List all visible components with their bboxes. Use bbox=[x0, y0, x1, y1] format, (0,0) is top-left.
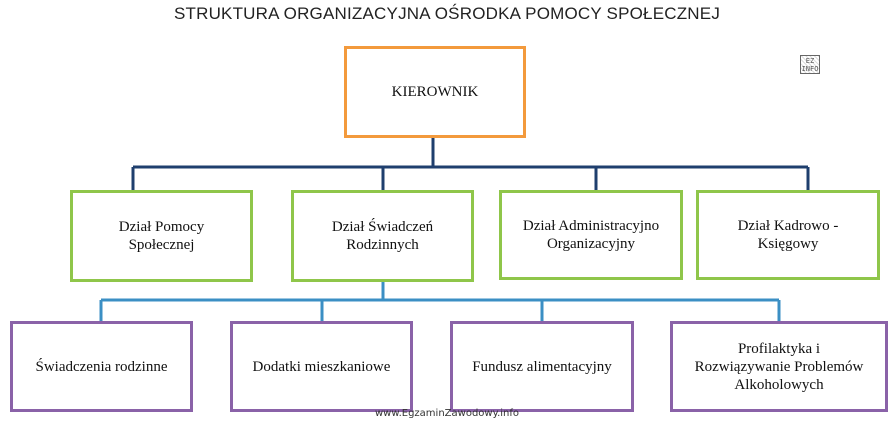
sub-unit-label-2: Dodatki mieszkaniowe bbox=[252, 358, 391, 375]
sub-unit-label-4: Profilaktyka i Rozwiązywanie Problemów Alkoholowych bbox=[694, 340, 864, 393]
sub-unit-connectors bbox=[101, 282, 779, 322]
sub-unit-label-3: Fundusz alimentacyjny bbox=[472, 358, 612, 375]
footer-watermark: www.EgzaminZawodowy.info bbox=[374, 408, 520, 419]
department-label-3: Dział Administracyjno Organizacyjny bbox=[522, 218, 660, 252]
root-box-kierownik bbox=[344, 46, 526, 138]
department-label-1: Dział Pomocy Społecznej bbox=[118, 219, 205, 253]
department-box-1 bbox=[70, 190, 253, 282]
department-box-3 bbox=[499, 190, 683, 280]
sub-unit-box-1 bbox=[10, 321, 193, 412]
sub-unit-box-3 bbox=[450, 321, 634, 412]
department-label-2: Dział Świadczeń Rodzinnych bbox=[331, 219, 434, 253]
department-label-4: Dział Kadrowo - Księgowy bbox=[737, 218, 839, 252]
diagram-title: STRUKTURA ORGANIZACYJNA OŚRODKA POMOCY SPOŁECZNEJ bbox=[173, 4, 721, 23]
logo-text: EZ INFO bbox=[801, 57, 819, 73]
root-label: KIEROWNIK bbox=[391, 84, 479, 100]
sub-unit-label-1: Świadczenia rodzinne bbox=[35, 358, 168, 375]
ez-info-logo bbox=[800, 55, 820, 74]
sub-unit-box-2 bbox=[230, 321, 413, 412]
sub-unit-box-4 bbox=[670, 321, 888, 412]
department-box-2 bbox=[291, 190, 474, 282]
root-connectors bbox=[133, 138, 808, 191]
department-box-4 bbox=[696, 190, 880, 280]
